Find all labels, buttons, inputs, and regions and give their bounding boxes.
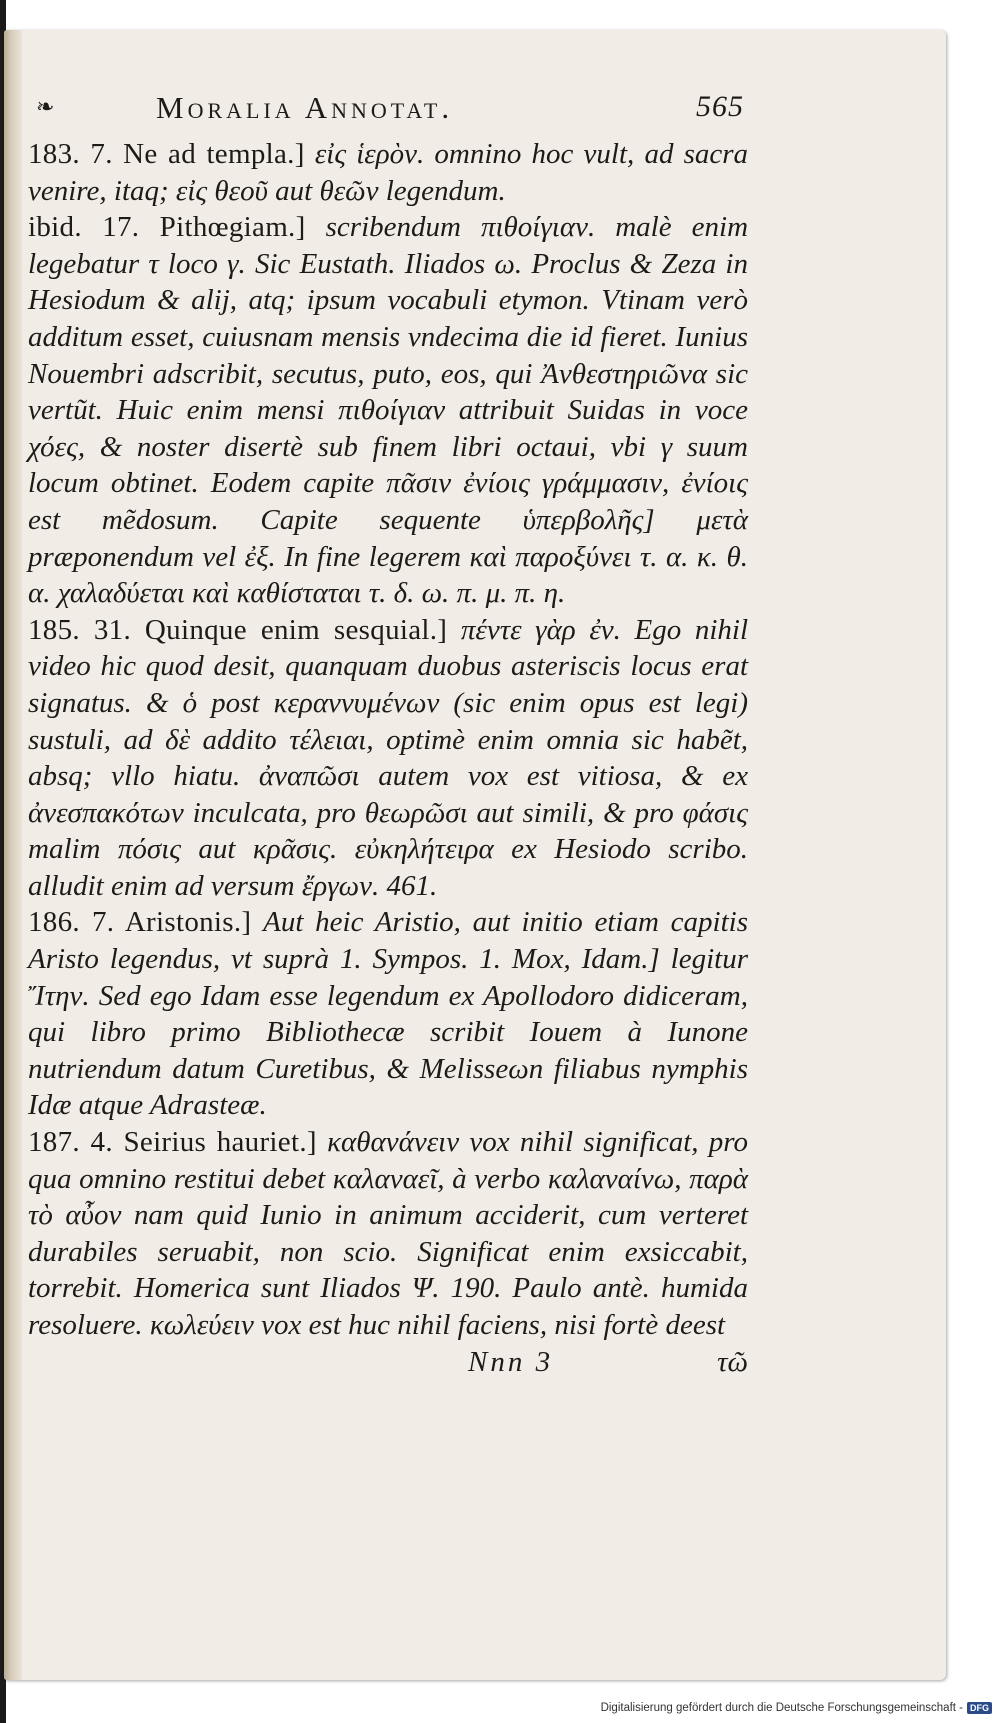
- entry-lemma: 183. 7. Ne ad templa.]: [28, 138, 305, 170]
- entry-note: καθανάνειν vox nihil significat, pro qua omnino restitui debet καλαναεῖ, à verbo καλαναίνω, παρὰ τὸ αὖον nam quid Iunio in animum acciderit, cum verteret durabiles seruabit, non scio. Significat enim exsiccabit, torrebit. Homerica sunt Iliados Ψ. 190. Paulo antè. humida resoluere. κωλεύειν vox est huc nihil faciens, nisi fortè deest: [28, 1126, 749, 1341]
- fleuron-icon: ❧: [36, 94, 58, 119]
- entry-note: εἰς ἱερὸν. omnino hoc vult, ad sacra venire, itaq; εἰς θεοῦ aut θεῶν legendum.: [28, 138, 749, 207]
- entry-lemma: 185. 31. Quinque enim sesquial.]: [28, 613, 448, 646]
- annotation-entries: [28, 136, 748, 1344]
- annotation-entry: [28, 612, 748, 905]
- digitization-notice-text: Digitalisierung gefördert durch die Deutsche Forschungsgemeinschaft -: [600, 1702, 963, 1714]
- book-spine: [4, 30, 22, 1680]
- annotation-entry: [28, 904, 748, 1124]
- annotation-entry: [28, 1124, 748, 1344]
- annotation-entry: [28, 136, 748, 209]
- entry-note: Aut heic Aristio, aut initio etiam capitis Aristo legendus, vt suprà 1. Sympos. 1. Mox, Idam.] legitur Ἴτην. Sed ego Idam esse legendum ex Apollodoro didiceram, qui libro primo Bibliothecæ scribit Iouem à Iunone nutriendum datum Curetibus, & Melisseωn filiabus nymphis Idæ atque Adrasteæ.: [28, 906, 748, 1122]
- page-footer: [28, 1346, 748, 1384]
- entry-lemma: ibid. 17. Pithœgiam.]: [28, 211, 306, 244]
- page-number: 565: [696, 90, 744, 123]
- entry-note: scribendum πιθοίγιαν. malè enim legebatur τ loco γ. Sic Eustath. Iliados ω. Proclus & Zeza in Hesiodum & alij, atq; ipsum vocabuli etymon. Vtinam verò additum esset, cuiusnam mensis vndecima die id fieret. Iunius Nouembri adscribit, secutus, puto, eos, qui Ἀνθεστηριῶνα sic vertũt. Huic enim mensi πιθοίγιαν attribuit Suidas in voce χόες, & noster disertè sub finem libri octaui, vbi γ suum locum obtinet. Eodem capite πᾶσιν ἐνίοις γράμμασιν, ἐνίοις est mẽdosum. Capite sequente ὑπερβολῆς] μετὰ præponendum vel ἐξ. In fine legerem καὶ παροξύνει τ. α. κ. θ. α. χαλαδύεται καὶ καθίσταται τ. δ. ω. π. μ. π. η.: [28, 211, 749, 610]
- entry-note: πέντε γὰρ ἐν. Ego nihil video hic quod desit, quanquam duobus asteriscis locus erat signatus. & ὁ post κεραννυμένων (sic enim opus est legi) sustuli, ad δὲ addito τέλειαι, optimè enim omnia sic habẽt, absq; vllo hiatu. ἀναπῶσι autem vox est vitiosa, & ex ἀνεσπακότων inculcata, pro θεωρῶσι aut simili, & pro φάσις malim πόσις aut κρᾶσις. εὐκηλήτειρα ex Hesiodo scribo. alludit enim ad versum ἔργων. 461.: [28, 613, 749, 902]
- digitization-notice: [601, 1699, 992, 1717]
- running-title: Moralia Annotat.: [156, 90, 454, 125]
- signature-mark: Nnn 3: [468, 1345, 554, 1378]
- dfg-logo-icon: DFG: [967, 1702, 992, 1714]
- entry-lemma: 187. 4. Seirius hauriet.]: [28, 1126, 317, 1159]
- entry-lemma: 186. 7. Aristonis.]: [28, 906, 252, 939]
- catchword: τῶ: [717, 1345, 748, 1378]
- running-head: [28, 90, 748, 136]
- text-block: [28, 90, 748, 1384]
- annotation-entry: [28, 209, 748, 612]
